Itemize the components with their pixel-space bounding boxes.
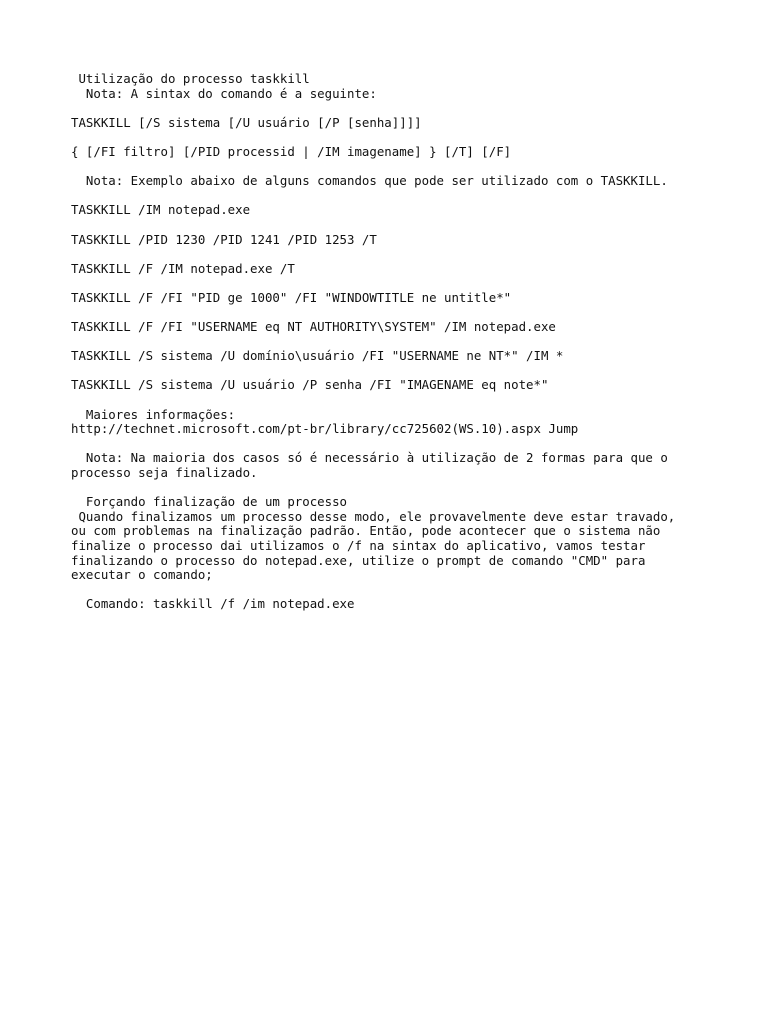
spacer [71, 306, 711, 321]
spacer [71, 130, 711, 145]
document-title: Utilização do processo taskkill [71, 71, 310, 86]
spacer [71, 393, 711, 408]
more-info-label: Maiores informações: [71, 406, 236, 422]
spacer [71, 276, 711, 291]
syntax-line-2: { [/FI filtro] [/PID processid | /IM imagename] } [/T] [/F] [71, 143, 512, 159]
spacer [71, 335, 711, 350]
spacer [71, 160, 711, 175]
forcing-paragraph-line: finalizando o processo do notepad.exe, utilize o prompt de comando "CMD" para [71, 552, 646, 568]
document-body [71, 72, 711, 612]
forcing-paragraph-line: executar o comando; [71, 567, 213, 583]
spacer [71, 218, 711, 233]
example-command: TASKKILL /F /IM notepad.exe /T [71, 260, 295, 276]
syntax-line-1: TASKKILL [/S sistema [/U usuário [/P [senha]]]] [71, 114, 422, 130]
note-majority-line-1: Nota: Na maioria dos casos só é necessário à utilização de 2 formas para que o [71, 450, 668, 466]
spacer [71, 481, 711, 496]
spacer [71, 101, 711, 116]
note-majority-line-2: processo seja finalizado. [71, 465, 258, 481]
note-examples: Nota: Exemplo abaixo de alguns comandos que pode ser utilizado com o TASKKILL. [71, 173, 668, 189]
spacer [71, 247, 711, 262]
spacer [71, 189, 711, 204]
example-command: TASKKILL /IM notepad.exe [71, 202, 251, 218]
example-command: TASKKILL /F /FI "PID ge 1000" /FI "WINDOWTITLE ne untitle*" [71, 289, 512, 305]
forcing-paragraph-line: ou com problemas na finalização padrão. Então, pode acontecer que o sistema não [71, 523, 661, 539]
spacer [71, 583, 711, 598]
forcing-paragraph-line: Quando finalizamos um processo desse modo, ele provavelmente deve estar travado, [71, 508, 676, 524]
example-command: TASKKILL /S sistema /U domínio\usuário /FI "USERNAME ne NT*" /IM * [71, 348, 564, 364]
example-command: TASKKILL /F /FI "USERNAME eq NT AUTHORITY\SYSTEM" /IM notepad.exe [71, 319, 556, 335]
example-command: TASKKILL /PID 1230 /PID 1241 /PID 1253 /T [71, 231, 377, 247]
forcing-paragraph-line: finalize o processo dai utilizamos o /f na sintax do aplicativo, vamos testar [71, 538, 646, 553]
forcing-heading: Forçando finalização de um processo [71, 494, 348, 510]
more-info-link[interactable]: http://technet.microsoft.com/pt-br/library/cc725602(WS.10).aspx Jump [71, 421, 579, 437]
note-syntax: Nota: A sintax do comando é a seguinte: [71, 85, 377, 101]
command-line: Comando: taskkill /f /im notepad.exe [71, 596, 355, 612]
spacer [71, 364, 711, 379]
spacer [71, 437, 711, 452]
example-command: TASKKILL /S sistema /U usuário /P senha /FI "IMAGENAME eq note*" [71, 377, 549, 393]
